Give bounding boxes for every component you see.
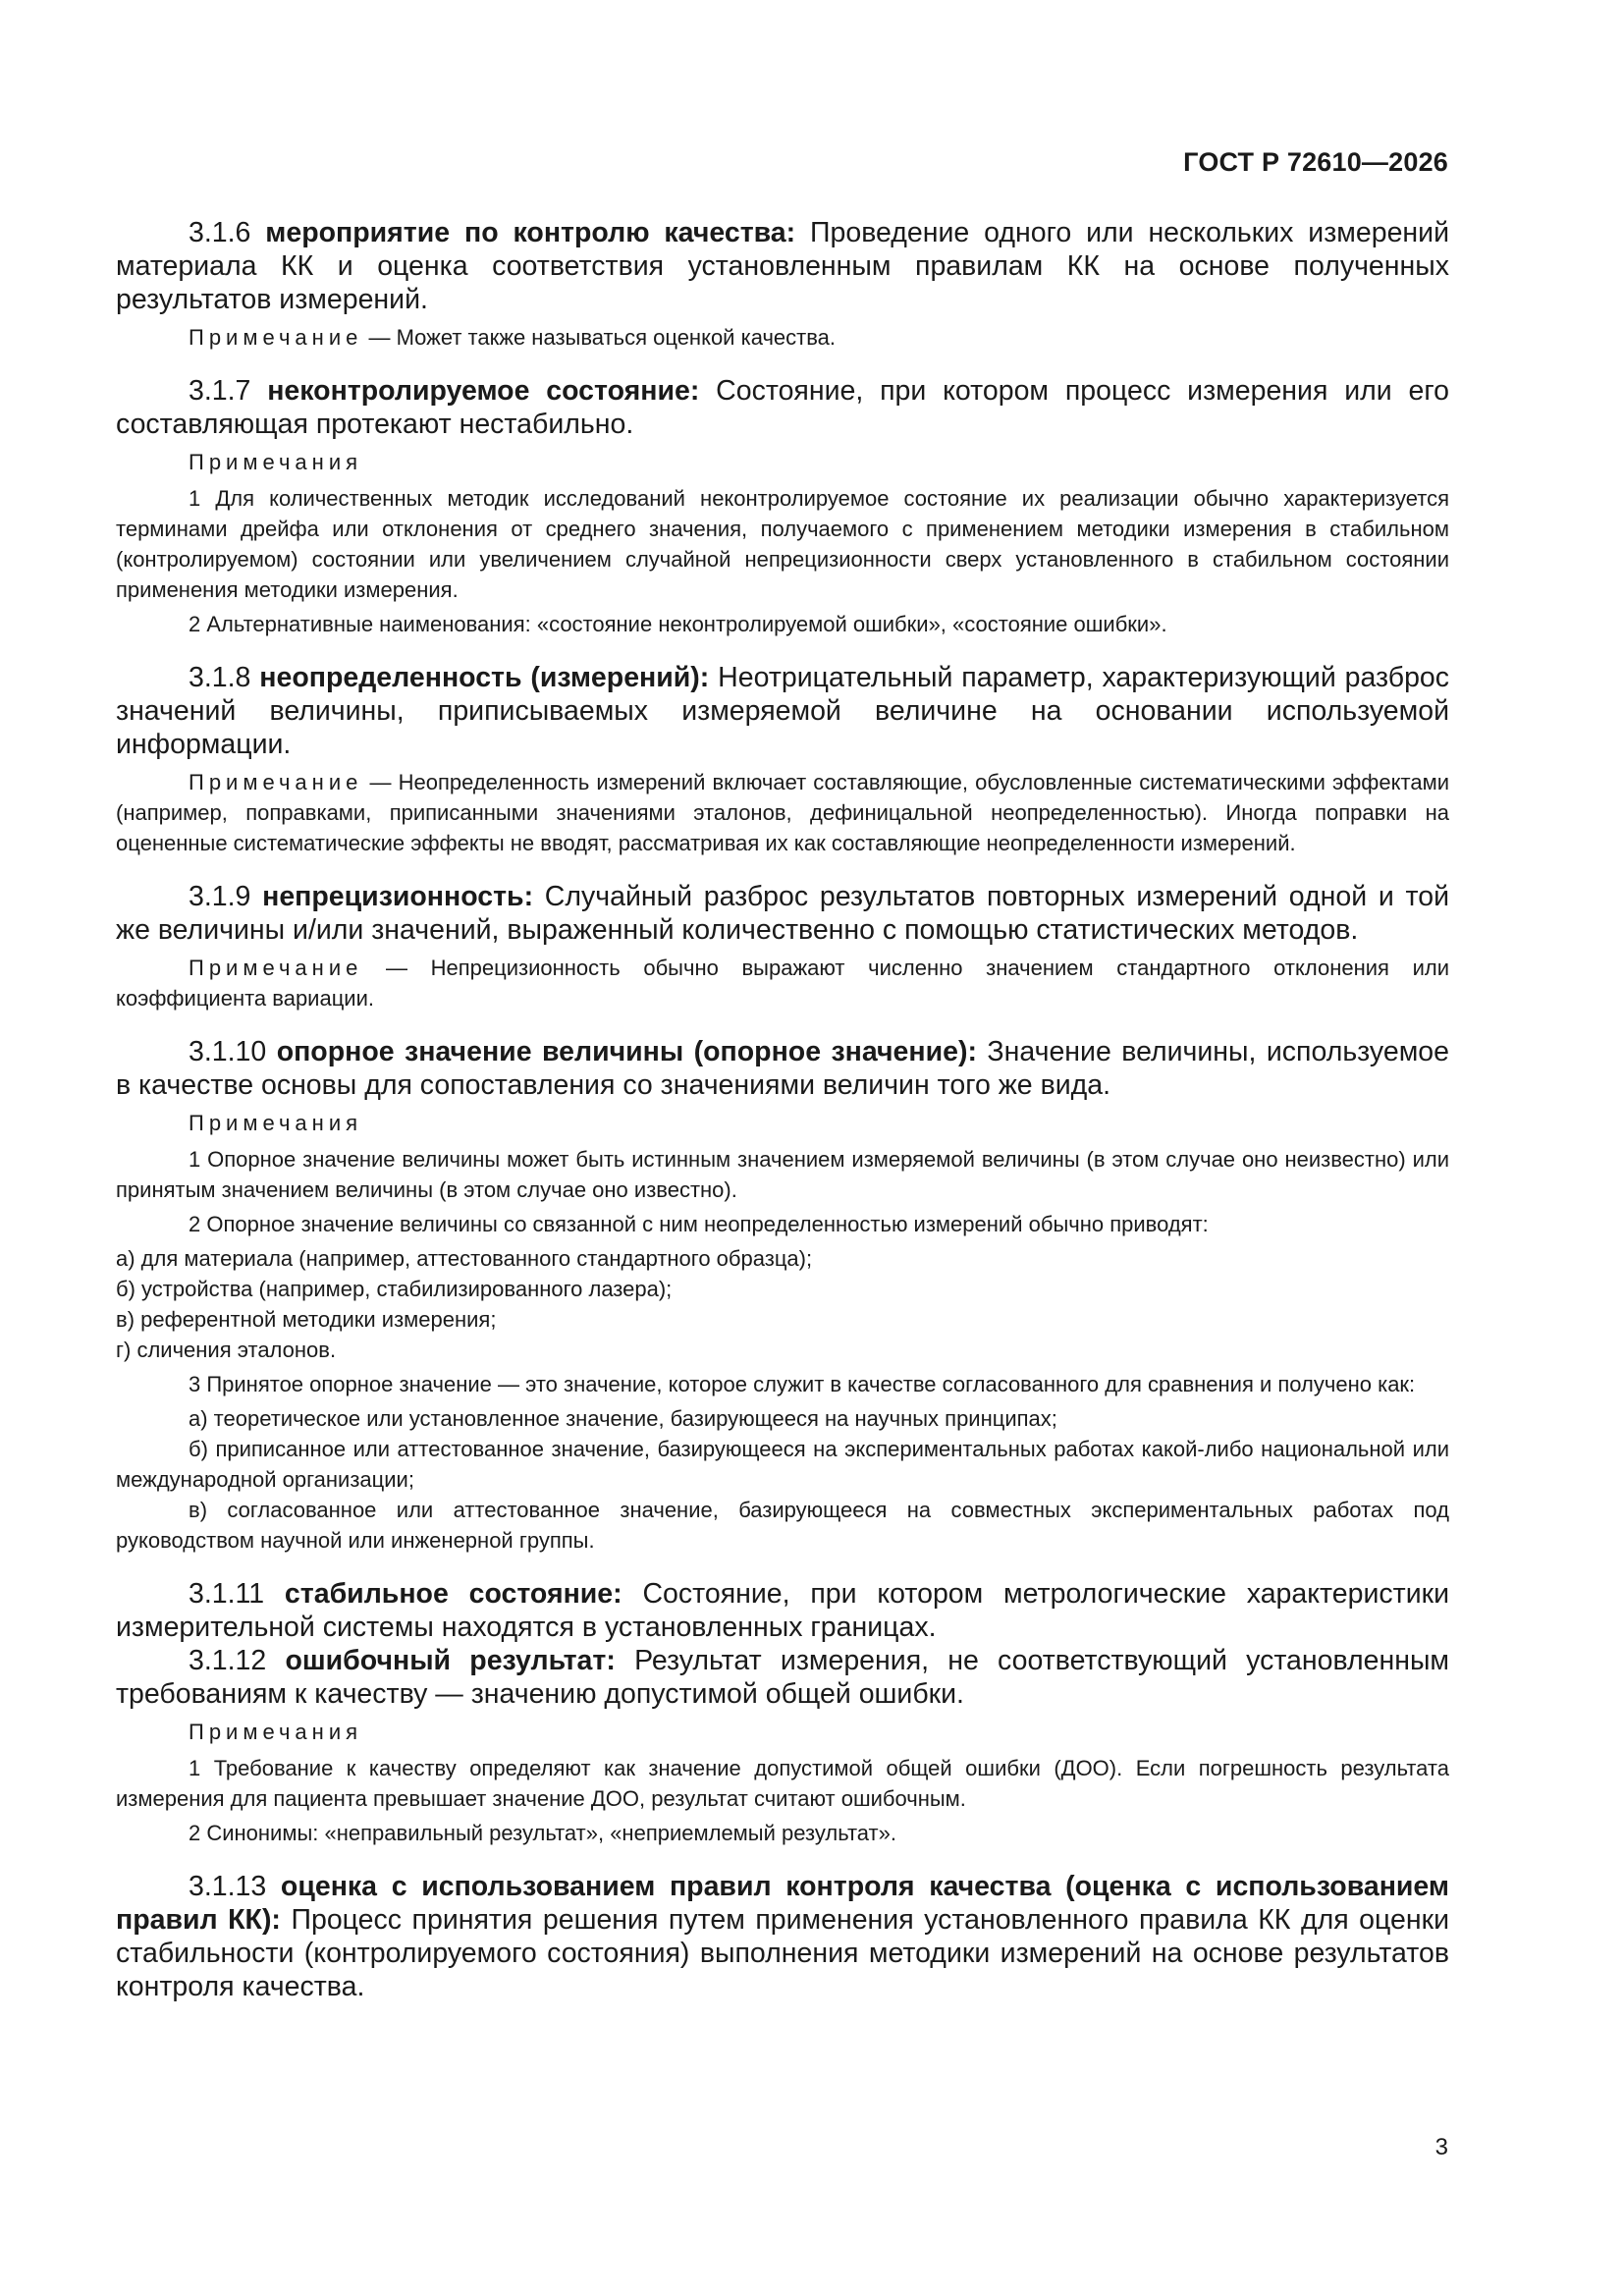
notes-label: Примечания (189, 1720, 363, 1744)
list-item: г) сличения эталонов. (116, 1338, 337, 1362)
note-3-1-9 (116, 953, 1449, 1013)
term-name: стабильное состояние: (284, 1578, 622, 1610)
note-text: 2 Альтернативные наименования: «состояние неконтролируемой ошибки», «состояние ошибки». (189, 612, 1167, 636)
term-name: опорное значение величины (опорное значение): (276, 1036, 977, 1067)
term-definition: Неотрицательный параметр, характеризующий разброс значений величины, приписываемых измеряемой величине на основании используемой информации. (116, 662, 1450, 760)
term-definition: Состояние, при котором метрологические характеристики измерительной системы находятся в установленных границах. (116, 1578, 1450, 1643)
note-label: Примечание (189, 956, 363, 980)
document-body (116, 216, 1449, 2023)
notes-3-1-10 (116, 1108, 1449, 1556)
note-3-1-6 (116, 322, 1449, 353)
term-number: 3.1.10 (189, 1036, 267, 1067)
page-number: 3 (1434, 2134, 1448, 2160)
term-entry-3-1-10 (116, 1035, 1449, 1102)
term-name: ошибочный результат: (285, 1645, 616, 1676)
note-text: — Может также называться оценкой качества. (368, 325, 837, 350)
term-definition: Процесс принятия решения путем применения установленного правила КК для оценки стабильности (контролируемого состояния) выполнения методики измерений на основе результатов контроля качества. (116, 1904, 1450, 2002)
term-entry-3-1-9 (116, 880, 1449, 947)
term-number: 3.1.13 (189, 1871, 267, 1902)
term-number: 3.1.6 (189, 217, 251, 248)
list-item: б) устройства (например, стабилизированного лазера); (116, 1277, 673, 1301)
term-entry-3-1-8 (116, 661, 1449, 761)
term-entry-3-1-11 (116, 1577, 1449, 1644)
term-definition: Значение величины, используемое в качестве основы для сопоставления со значениями величин того же вида. (116, 1036, 1449, 1101)
note-text: — Непрецизионность обычно выражают численно значением стандартного отклонения или коэффициента вариации. (116, 956, 1449, 1011)
list-item: в) референтной методики измерения; (116, 1307, 497, 1332)
term-entry-3-1-13 (116, 1870, 1449, 2003)
note-3-1-8 (116, 767, 1449, 858)
note-text: — Неопределенность измерений включает составляющие, обусловленные систематическими эффектами (например, поправками, приписанными значениями эталонов, дефиницальной неопределенностью). Иногда поправки на оцененные систематические эффекты не вводят, рассматривая их как составляющие неопределенности измерений. (116, 770, 1449, 855)
term-definition: Случайный разброс результатов повторных измерений одной и той же величины и/или значений, выраженный количественно с помощью статистических методов. (116, 881, 1449, 946)
term-number: 3.1.8 (189, 662, 251, 693)
notes-label: Примечания (189, 1111, 363, 1135)
term-name: оценка с использованием правил контроля качества (оценка с использованием правил КК): (116, 1871, 1449, 1936)
notes-3-1-12 (116, 1717, 1449, 1848)
term-name: непрецизионность: (262, 881, 534, 912)
list-item: а) для материала (например, аттестованного стандартного образца); (116, 1246, 813, 1271)
term-number: 3.1.11 (189, 1578, 265, 1610)
note-text: 3 Принятое опорное значение — это значение, которое служит в качестве согласованного для сравнения и получено как: (189, 1372, 1416, 1396)
note-text: 1 Опорное значение величины может быть истинным значением измеряемой величины (в этом случае оно неизвестно) или принятым значением величины (в этом случае оно известно). (116, 1147, 1449, 1202)
term-definition: Результат измерения, не соответствующий установленным требованиям к качеству — значению допустимой общей ошибки. (116, 1645, 1450, 1710)
term-entry-3-1-12 (116, 1644, 1449, 1711)
term-number: 3.1.9 (189, 881, 251, 912)
note-text: 1 Требование к качеству определяют как значение допустимой общей ошибки (ДОО). Если погрешность результата измерения для пациента превышает значение ДОО, результат считают ошибочным. (116, 1756, 1449, 1811)
term-definition: Проведение одного или нескольких измерений материала КК и оценка соответствия установленным правилам КК на основе полученных результатов измерений. (116, 217, 1450, 315)
list-item: в) согласованное или аттестованное значение, базирующееся на совместных экспериментальных работах под руководством научной или инженерной группы. (116, 1498, 1449, 1553)
term-entry-3-1-7 (116, 374, 1449, 441)
term-name: мероприятие по контролю качества: (265, 217, 796, 248)
notes-3-1-7 (116, 447, 1449, 639)
term-entry-3-1-6 (116, 216, 1449, 316)
term-definition: Состояние, при котором процесс измерения или его составляющая протекают нестабильно. (116, 375, 1449, 440)
term-name: неопределенность (измерений): (259, 662, 710, 693)
document-code: ГОСТ Р 72610—2026 (1183, 147, 1448, 177)
term-number: 3.1.7 (189, 375, 251, 407)
list-item: б) приписанное или аттестованное значение, базирующееся на экспериментальных работах какой-либо национальной или международной организации; (116, 1437, 1449, 1492)
note-label: Примечание (189, 770, 363, 794)
note-text: 2 Синонимы: «неправильный результат», «неприемлемый результат». (189, 1821, 896, 1845)
term-number: 3.1.12 (189, 1645, 267, 1676)
list-item: а) теоретическое или установленное значение, базирующееся на научных принципах; (189, 1406, 1057, 1431)
note-label: Примечание (189, 325, 363, 350)
note-text: 1 Для количественных методик исследований неконтролируемое состояние их реализации обычно характеризуется терминами дрейфа или отклонения от среднего значения, получаемого с применением методики измерения в стабильном (контролируемом) состоянии или увеличением случайной непрецизионности сверх установленного в стабильном состоянии применения методики измерения. (116, 486, 1449, 602)
note-text: 2 Опорное значение величины со связанной с ним неопределенностью измерений обычно приводят: (189, 1212, 1209, 1236)
term-name: неконтролируемое состояние: (267, 375, 700, 407)
notes-label: Примечания (189, 450, 363, 474)
